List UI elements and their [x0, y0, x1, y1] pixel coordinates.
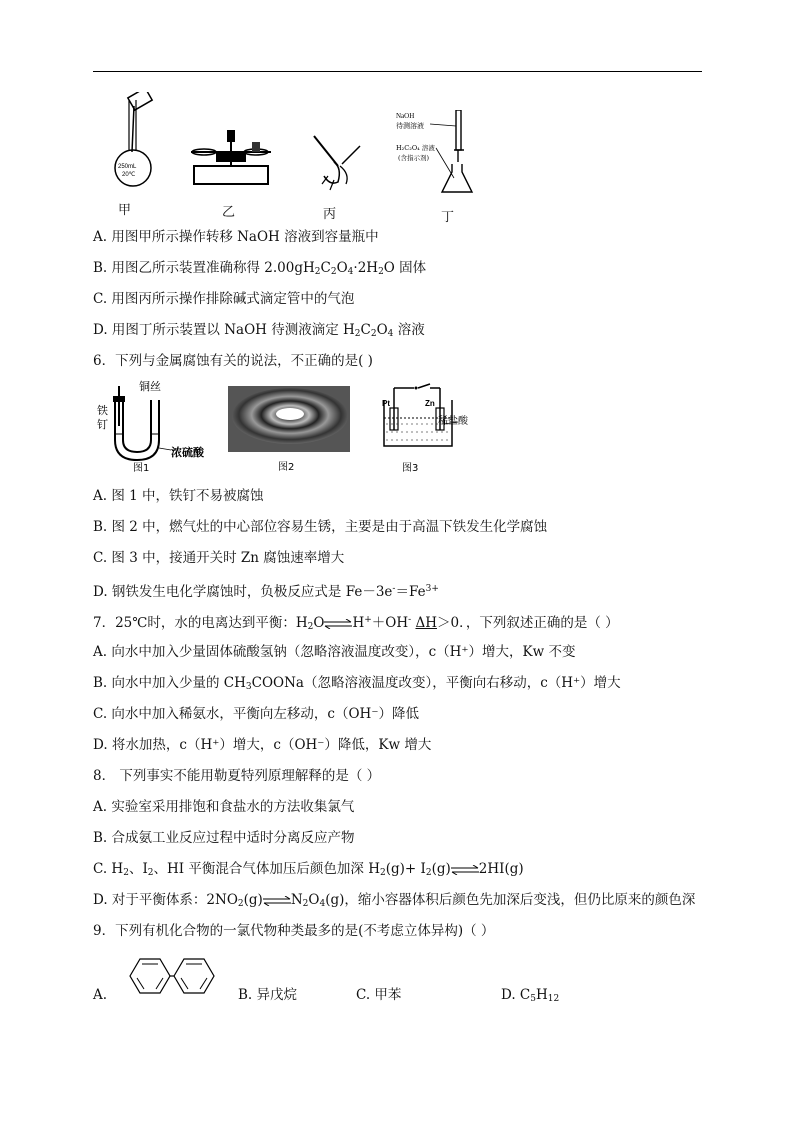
q6-fig3-cell — [380, 380, 490, 475]
fig-ding-h2c2o4-label: H₂C₂O₄ 溶液 — [396, 144, 435, 152]
equilibrium-arrow-icon — [263, 896, 291, 906]
q8-option-b: B. 合成氨工业反应过程中适时分离反应产物 — [93, 830, 355, 846]
fig-ding-zhishi-label: (含指示剂) — [398, 154, 430, 162]
q6-option-a: A. 图 1 中，铁钉不易被腐蚀 — [93, 488, 264, 504]
fig-yi-balance — [186, 128, 276, 188]
q7-option-a: A. 向水中加入少量固体硫酸氢钠（忽略溶液温度改变），c（H⁺）增大，Kw 不变 — [93, 644, 576, 660]
q6-option-d: D. 钢铁发生电化学腐蚀时，负极反应式是 $Fe-3e^-=Fe^{3+}$ — [93, 584, 439, 600]
fig-ding-dai-label: 待测溶液 — [396, 122, 424, 130]
fig-jia-volume-label: 250mL — [118, 164, 137, 170]
q8-option-a: A. 实验室采用排饱和食盐水的方法收集氯气 — [93, 799, 355, 815]
q8-option-c: C. $H_2$、$I_2$、HI 平衡混合气体加压后颜色加深 $H_2(g)+ I_2(g)$ 2HI(g) — [93, 861, 524, 878]
q6-fig1-tie-label: 铁 — [97, 404, 108, 417]
q7-option-d: D. 将水加热，c（H⁺）增大，c（OH⁻）降低，Kw 增大 — [93, 737, 432, 753]
q6-fig2-caption: 图2 — [278, 462, 295, 473]
q9-biphenyl-structure — [120, 955, 216, 997]
q5-option-b: B. 用图乙所示装置准确称得 $2.00gH_2C_2O_4\cdot 2H_2O$ 固体 — [93, 260, 427, 277]
fig-ding-titration — [396, 110, 478, 196]
q8-stem: 8． 下列事实不能用勒夏特列原理解释的是（ ） — [93, 768, 381, 784]
q9-stem: 9．下列有机化合物的一氯代物种类最多的是(不考虑立体异构)（ ） — [93, 923, 495, 939]
fig-jia-caption: 甲 — [118, 203, 132, 218]
q5-option-a: A. 用图甲所示操作转移 NaOH 溶液到容量瓶中 — [93, 229, 379, 245]
q6-fig3-pt-label: Pt — [382, 399, 390, 408]
fig-bing-burette — [310, 132, 366, 192]
q9-option-c: C. 甲苯 — [356, 987, 402, 1003]
q7-option-c: C. 向水中加入稀氨水，平衡向左移动，c（OH⁻）降低 — [93, 706, 419, 722]
q8-option-d: D. 对于平衡体系：$2NO_2(g)$ $N_2O_4(g)$，缩小容器体积后颜色先加深后变浅，但仍比原来的颜色深 — [93, 892, 696, 909]
q6-fig3-caption: 图3 — [402, 463, 419, 474]
equilibrium-arrow-icon — [324, 619, 352, 629]
q9-option-b: B. 异戊烷 — [238, 987, 298, 1003]
q7-stem: 7．25℃时，水的电离达到平衡：$H_2O$ H+＋OH- ΔH＞0．，下列叙述正确的是（ ） — [93, 615, 619, 632]
fig-bing-caption: 丙 — [323, 207, 337, 222]
q6-fig1-acid-label: 浓硫酸 — [171, 446, 204, 459]
q6-option-c: C. 图 3 中，接通开关时 Zn 腐蚀速率增大 — [93, 550, 345, 566]
q9-option-a: A. — [93, 987, 108, 1003]
q5-option-c: C. 用图丙所示操作排除碱式滴定管中的气泡 — [93, 291, 355, 307]
q6-fig1-u-tube — [95, 378, 225, 473]
q5-option-d: D. 用图丁所示装置以 NaOH 待测液滴定 $H_2C_2O_4$ 溶液 — [93, 322, 425, 339]
fig-ding-caption: 丁 — [441, 210, 455, 225]
q7-option-b: B. 向水中加入少量的 $CH_3COONa$（忽略溶液温度改变），平衡向右移动，c（H⁺）增大 — [93, 675, 621, 692]
q6-fig3-zn-label: Zn — [425, 399, 435, 408]
fig-yi-caption: 乙 — [222, 205, 236, 220]
q6-fig1-caption: 图1 — [133, 463, 150, 473]
fig-ding-naoh-label: NaOH — [396, 112, 415, 120]
q6-fig2-gas-stove-photo — [228, 386, 350, 476]
q6-option-b: B. 图 2 中，燃气灶的中心部位容易生锈，主要是由于高温下铁发生化学腐蚀 — [93, 519, 548, 535]
fig-jia-temp-label: 20℃ — [122, 172, 136, 178]
q6-fig3-acid-label: 稀盐酸 — [438, 416, 468, 427]
fig-jia-volumetric-flask — [108, 92, 168, 192]
q6-fig1-tongsi-label: 铜丝 — [139, 380, 161, 393]
header-rule — [93, 71, 702, 72]
q9-option-d: D. $C_5H_{12}$ — [501, 987, 560, 1004]
q6-stem: 6．下列与金属腐蚀有关的说法，不正确的是( ) — [93, 353, 373, 369]
equilibrium-arrow-icon — [451, 865, 479, 875]
q6-fig1-ding-label: 钉 — [97, 418, 108, 431]
